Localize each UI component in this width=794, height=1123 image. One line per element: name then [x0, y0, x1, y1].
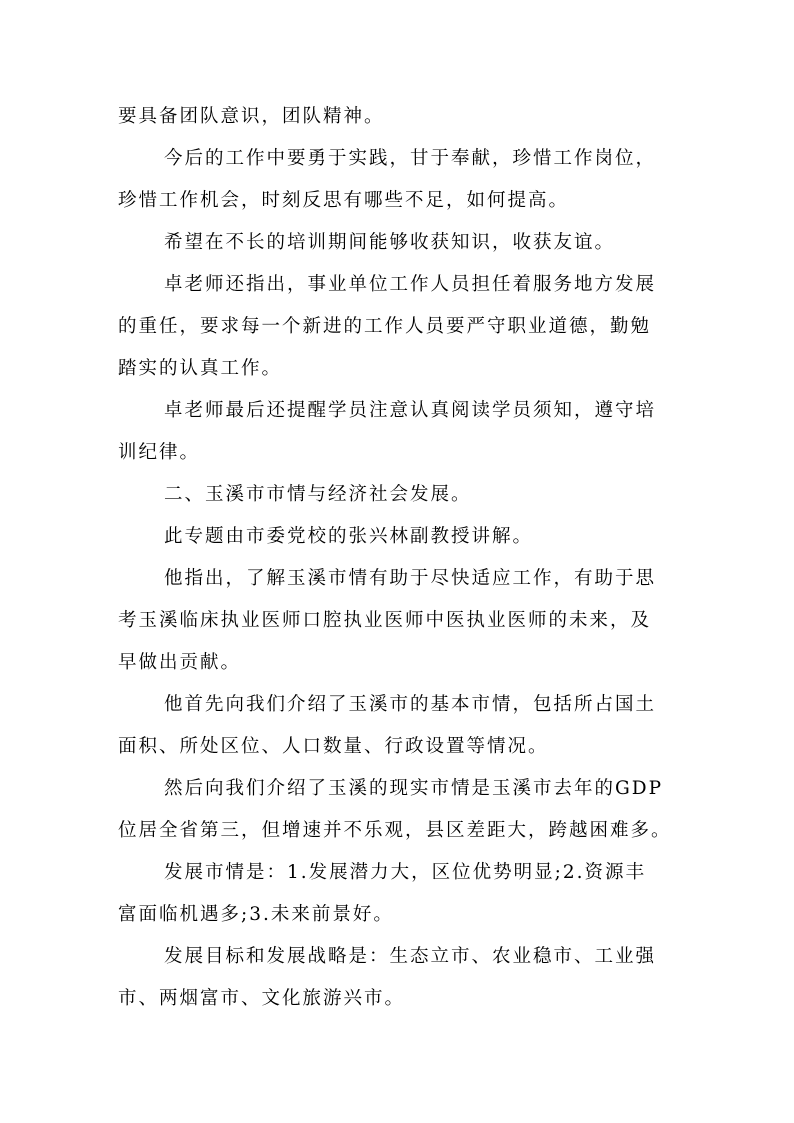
- text-line: 然后向我们介绍了玉溪的现实市情是玉溪市去年的GDP: [164, 778, 664, 799]
- text-line: 训纪律。: [118, 442, 201, 463]
- text-line: 他指出，了解玉溪市情有助于尽快适应工作，有助于思: [164, 568, 657, 589]
- text-line: 卓老师最后还提醒学员注意认真阅读学员须知，遵守培: [164, 400, 657, 421]
- text-line: 发展市情是：1.发展潜力大，区位优势明显;2.资源丰: [164, 862, 647, 883]
- text-line: 卓老师还指出，事业单位工作人员担任着服务地方发展: [164, 274, 657, 295]
- text-line: 富面临机遇多;3.未来前景好。: [118, 904, 394, 925]
- text-line: 面积、所处区位、人口数量、行政设置等情况。: [118, 736, 549, 757]
- text-line: 考玉溪临床执业医师口腔执业医师中医执业医师的未来，及: [118, 610, 652, 631]
- text-line: 位居全省第三，但增速并不乐观，县区差距大，跨越困难多。: [118, 820, 672, 841]
- text-line: 今后的工作中要勇于实践，甘于奉献，珍惜工作岗位，: [164, 148, 657, 169]
- document-page: [118, 96, 678, 1020]
- text-line: 市、两烟富市、文化旅游兴市。: [118, 988, 406, 1009]
- text-line: 他首先向我们介绍了玉溪市的基本市情，包括所占国土: [164, 694, 657, 715]
- text-line: 此专题由市委党校的张兴林副教授讲解。: [164, 526, 534, 547]
- text-line: 珍惜工作机会，时刻反思有哪些不足，如何提高。: [118, 190, 570, 211]
- text-line: 希望在不长的培训期间能够收获知识，收获友谊。: [164, 232, 616, 253]
- text-line: 要具备团队意识，团队精神。: [118, 106, 385, 127]
- text-line: 的重任，要求每一个新进的工作人员要严守职业道德，勤勉: [118, 316, 652, 337]
- text-line: 发展目标和发展战略是：生态立市、农业稳市、工业强: [164, 946, 657, 967]
- text-line: 踏实的认真工作。: [118, 358, 283, 379]
- section-heading: 二、玉溪市市情与经济社会发展。: [164, 484, 472, 505]
- text-line: 早做出贡献。: [118, 652, 242, 673]
